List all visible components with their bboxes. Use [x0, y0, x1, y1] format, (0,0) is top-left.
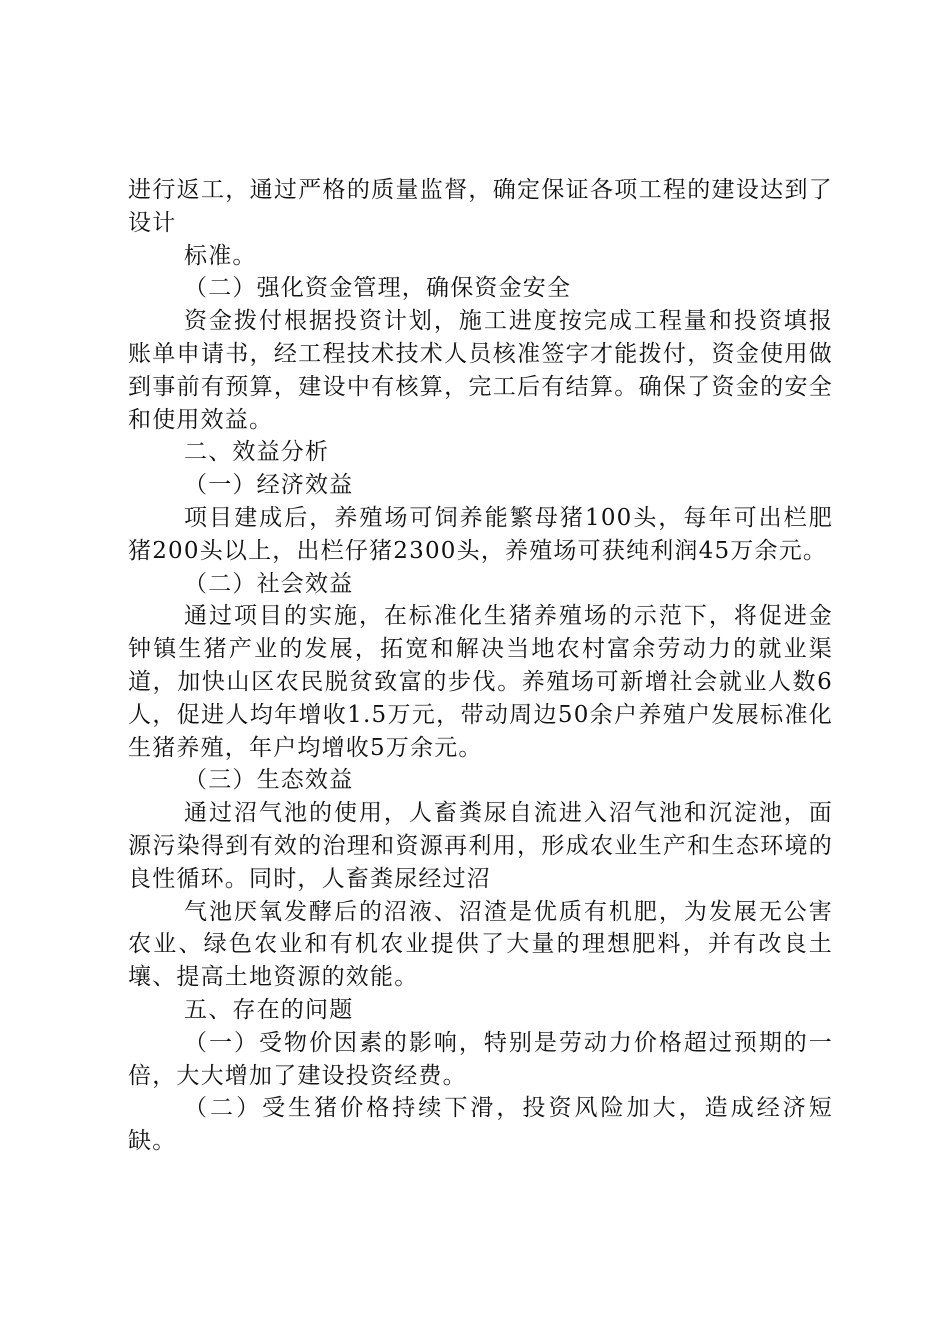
- paragraph-ecological-benefit-2: 气池厌氧发酵后的沼液、沼渣是优质有机肥，为发展无公害农业、绿色农业和有机农业提供了大量的理想肥料，并有改良土壤、提高土地资源的效能。: [128, 898, 833, 991]
- heading-social-benefit: （二）社会效益: [184, 570, 354, 597]
- document-body: [128, 174, 833, 1158]
- paragraph-social-benefit: 通过项目的实施，在标准化生猪养殖场的示范下，将促进金钟镇生猪产业的发展，拓宽和解决当地农村富余劳动力的就业渠道，加快山区农民脱贫致富的步伐。养殖场可新增社会就业人数6人，促进人均年增收1.5万元，带动周边50余户养殖户发展标准化生猪养殖，年户均增收5万余元。: [128, 603, 833, 761]
- paragraph-problem-2: （二）受生猪价格持续下滑，投资风险加大，造成经济短缺。: [128, 1095, 833, 1155]
- heading-economic-benefit: （一）经济效益: [184, 472, 354, 499]
- paragraph-fund-disbursement: 资金拨付根据投资计划，施工进度按完成工程量和投资填报账单申请书，经工程技术技术人员核准签字才能拨付，资金使用做到事前有预算，建设中有核算，完工后有结算。确保了资金的安全和使用效益。: [128, 308, 833, 433]
- paragraph-economic-benefit: 项目建成后，养殖场可饲养能繁母猪100头，每年可出栏肥猪200头以上，出栏仔猪2300头，养殖场可获纯利润45万余元。: [128, 504, 833, 564]
- heading-fund-management: （二）强化资金管理，确保资金安全: [184, 275, 572, 302]
- paragraph-rework: 进行返工，通过严格的质量监督，确定保证各项工程的建设达到了设计: [128, 177, 833, 236]
- paragraph-problem-1: （一）受物价因素的影响，特别是劳动力价格超过预期的一倍，大大增加了建设投资经费。: [128, 1029, 833, 1089]
- paragraph-ecological-benefit-1: 通过沼气池的使用，人畜粪尿自流进入沼气池和沉淀池，面源污染得到有效的治理和资源再利用，形成农业生产和生态环境的良性循环。同时，人畜粪尿经过沼: [128, 800, 833, 892]
- paragraph-standard: 标准。: [184, 242, 257, 269]
- heading-existing-problems: 五、存在的问题: [184, 996, 354, 1023]
- heading-benefit-analysis: 二、效益分析: [184, 439, 330, 466]
- heading-ecological-benefit: （三）生态效益: [184, 767, 354, 794]
